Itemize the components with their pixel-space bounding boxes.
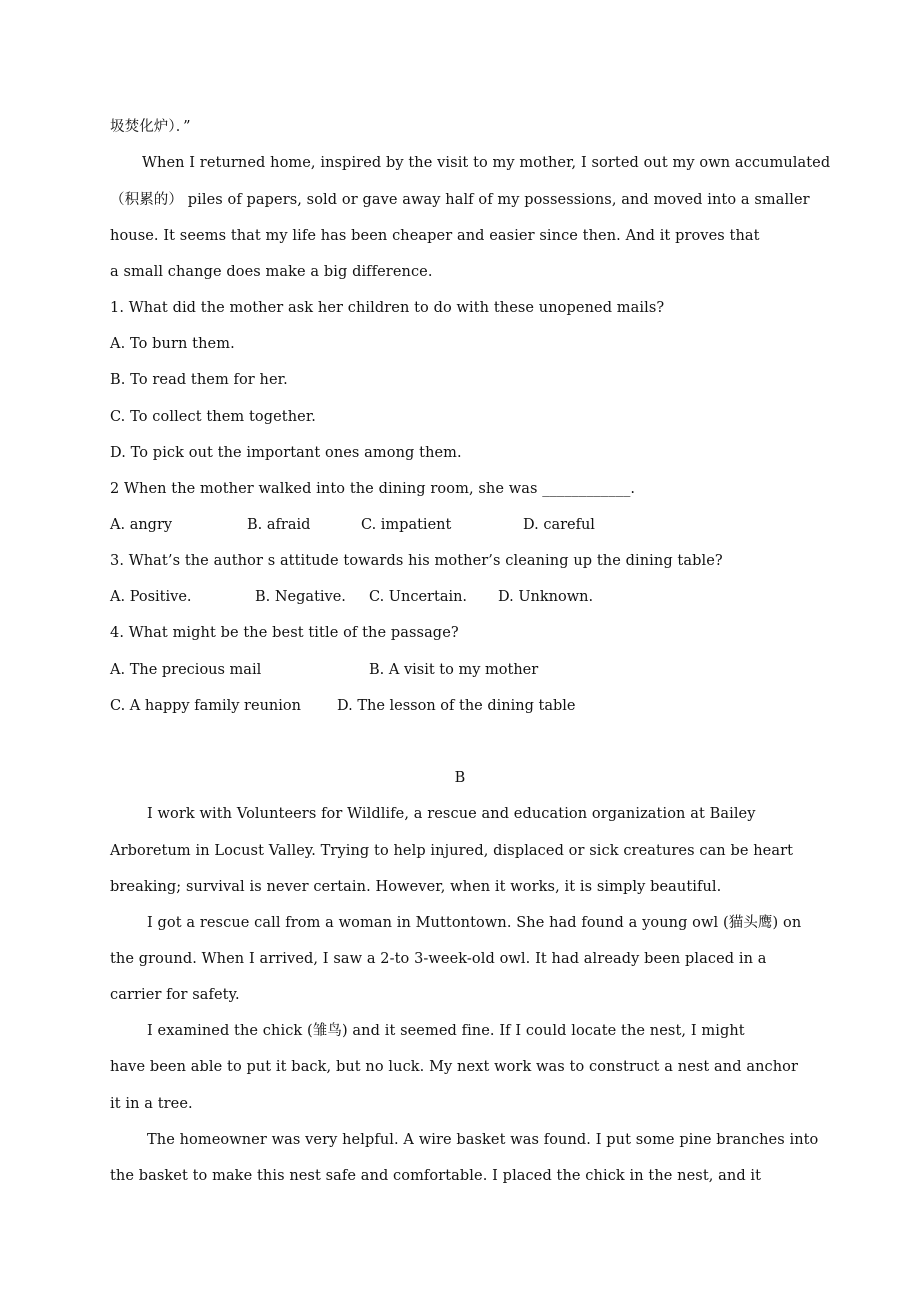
passage-line: 圾焚化炉）．” bbox=[110, 119, 191, 135]
answer-option: D. Unknown. bbox=[498, 589, 594, 605]
answer-option: D. To pick out the important ones among them. bbox=[110, 445, 462, 461]
answer-option: B. A visit to my mother bbox=[369, 662, 539, 678]
answer-option: B. Negative. bbox=[255, 589, 346, 605]
passage-line: it in a tree. bbox=[110, 1096, 193, 1112]
question-stem: 3. What’s the author s attitude towards his mother’s cleaning up the dining table? bbox=[110, 553, 723, 569]
section-heading: B bbox=[454, 770, 466, 786]
passage-line: house. It seems that my life has been cheaper and easier since then. And it proves that bbox=[110, 228, 760, 244]
answer-option: D. The lesson of the dining table bbox=[337, 698, 576, 714]
answer-option: B. To read them for her. bbox=[110, 372, 288, 388]
passage-line: I examined the chick (雏鸟) and it seemed fine. If I could locate the nest, I might bbox=[147, 1023, 745, 1039]
answer-option: A. The precious mail bbox=[110, 662, 262, 678]
answer-option: C. A happy family reunion bbox=[110, 698, 301, 714]
passage-line: have been able to put it back, but no luck. My next work was to construct a nest and anchor bbox=[110, 1059, 799, 1075]
passage-line: a small change does make a big difference. bbox=[110, 264, 433, 280]
answer-option: C. impatient bbox=[361, 517, 452, 533]
question-stem: 2 When the mother walked into the dining room, she was ____________. bbox=[110, 481, 636, 497]
question-stem: 4. What might be the best title of the passage? bbox=[110, 625, 459, 641]
answer-option: A. angry bbox=[110, 517, 173, 533]
passage-line: I work with Volunteers for Wildlife, a rescue and education organization at Bailey bbox=[147, 806, 756, 822]
answer-option: C. To collect them together. bbox=[110, 409, 316, 425]
passage-line: the ground. When I arrived, I saw a 2-to 3-week-old owl. It had already been placed in a bbox=[110, 951, 767, 967]
answer-option: A. Positive. bbox=[110, 589, 192, 605]
answer-option: C. Uncertain. bbox=[369, 589, 468, 605]
passage-line: Arboretum in Locust Valley. Trying to help injured, displaced or sick creatures can be heart bbox=[110, 843, 794, 859]
passage-line: The homeowner was very helpful. A wire basket was found. I put some pine branches into bbox=[147, 1132, 819, 1148]
passage-line: breaking; survival is never certain. However, when it works, it is simply beautiful. bbox=[110, 879, 722, 895]
answer-option: D. careful bbox=[523, 517, 595, 533]
passage-line: When I returned home, inspired by the visit to my mother, I sorted out my own accumulated bbox=[142, 155, 831, 171]
question-stem: 1. What did the mother ask her children to do with these unopened mails? bbox=[110, 300, 665, 316]
passage-line: （积累的） piles of papers, sold or gave away half of my possessions, and moved into a smaller bbox=[110, 192, 810, 208]
passage-line: carrier for safety. bbox=[110, 987, 240, 1003]
passage-line: the basket to make this nest safe and comfortable. I placed the chick in the nest, and it bbox=[110, 1168, 762, 1184]
answer-option: B. afraid bbox=[247, 517, 311, 533]
answer-option: A. To burn them. bbox=[110, 336, 235, 352]
passage-line: I got a rescue call from a woman in Muttontown. She had found a young owl (猫头鹰) on bbox=[147, 915, 802, 931]
